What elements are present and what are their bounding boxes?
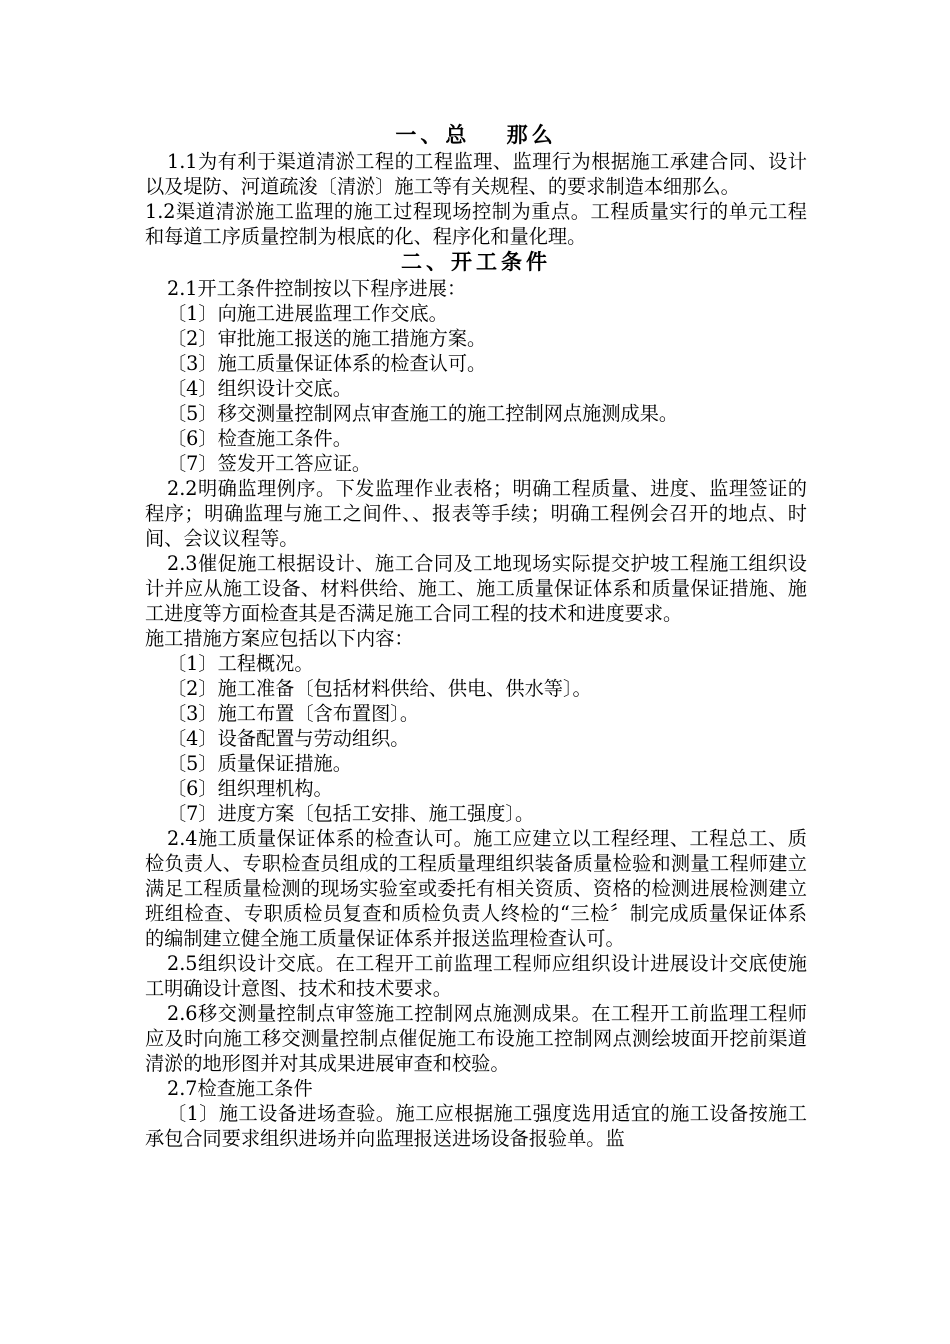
paragraph-1-1: 1.1为有利于渠道清淤工程的工程监理、监理行为根据施工承建合同、设计以及堤防、河道疏浚〔清淤〕施工等有关规程、的要求制造本细那么。: [145, 150, 807, 198]
section-1-title: 一、总 那么: [395, 123, 557, 147]
list-item: 〔1〕工程概况。: [167, 652, 314, 675]
section-2-title: 二、开工条件: [401, 250, 551, 274]
paragraph-2-3-b: 施工措施方案应包括以下内容：: [145, 627, 414, 650]
list-item: 〔1〕向施工进展监理工作交底。: [167, 302, 448, 325]
list-item: 〔5〕质量保证措施。: [167, 752, 352, 775]
document-page: [145, 122, 807, 1151]
list-item: 〔4〕设备配置与劳动组织。: [167, 727, 410, 750]
paragraph-2-7-1: 〔1〕施工设备进场查验。施工应根据施工强度选用适宜的施工设备按施工承包合同要求组织进场并向监理报送进场设备报验单。监: [145, 1102, 807, 1150]
list-item: 〔5〕移交测量控制网点审查施工的施工控制网点施测成果。: [167, 402, 679, 425]
paragraph-1-2: 1.2渠道清淤施工监理的施工过程现场控制为重点。工程质量实行的单元工程和每道工序质量控制为根底的化、程序化和量化理。: [145, 200, 807, 248]
paragraph-2-2: 2.2明确监理例序。下发监理作业表格；明确工程质量、进度、监理签证的程序；明确监理与施工之间件、、报表等手续；明确工程例会召开的地点、时间、会议议程等。: [145, 477, 807, 550]
list-item: 〔7〕签发开工答应证。: [167, 452, 372, 475]
paragraph-2-5: 2.5组织设计交底。在工程开工前监理工程师应组织设计进展设计交底使施工明确设计意图、技术和技术要求。: [145, 952, 807, 1000]
paragraph-2-7: 2.7检查施工条件: [167, 1077, 313, 1100]
paragraph-2-3: 2.3催促施工根据设计、施工合同及工地现场实际提交护坡工程施工组织设计并应从施工设备、材料供给、施工、施工质量保证体系和质量保证措施、施工进度等方面检查其是否满足施工合同工程的技术和进度要求。: [145, 552, 807, 625]
list-item: 〔3〕施工布置〔含布置图〕。: [167, 702, 420, 725]
list-item: 〔7〕进度方案〔包括工安排、施工强度〕。: [167, 802, 535, 825]
list-item: 〔6〕检查施工条件。: [167, 427, 352, 450]
list-item: 〔6〕组织理机构。: [167, 777, 333, 800]
list-item: 〔3〕施工质量保证体系的检查认可。: [167, 352, 487, 375]
list-item: 〔2〕施工准备〔包括材料供给、供电、供水等〕。: [167, 677, 592, 700]
list-item: 〔4〕组织设计交底。: [167, 377, 352, 400]
paragraph-2-6: 2.6移交测量控制点审签施工控制网点施测成果。在工程开工前监理工程师应及时向施工移交测量控制点催促施工布设施工控制网点测绘坡面开挖前渠道清淤的地形图并对其成果进展审查和校验。: [145, 1002, 807, 1075]
list-item: 〔2〕审批施工报送的施工措施方案。: [167, 327, 487, 350]
paragraph-2-4: 2.4施工质量保证体系的检查认可。施工应建立以工程经理、工程总工、质检负责人、专职检查员组成的工程质量理组织装备质量检验和测量工程师建立满足工程质量检测的现场实验室或委托有相关资质、资格的检测进展检测建立班组检查、专职质检员复查和质检负责人终检的“三检〞制完成质量保证体系的编制建立健全施工质量保证体系并报送监理检查认可。: [145, 827, 807, 950]
paragraph-2-1: 2.1开工条件控制按以下程序进展：: [167, 277, 467, 300]
